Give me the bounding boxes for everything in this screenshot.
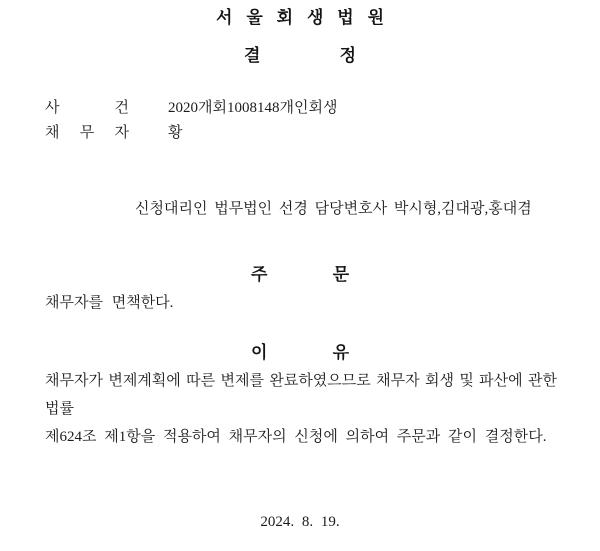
order-heading	[0, 260, 600, 285]
debtor-row	[45, 121, 580, 142]
order-text: 채무자를 면책한다.	[45, 295, 174, 311]
debtor-name: 황	[168, 125, 183, 141]
reason-line-1: 채무자가 변제계획에 따른 변제를 완료하였으므로 채무자 회생 및 파산에 관한 법률	[45, 373, 557, 417]
decision-heading	[0, 41, 600, 66]
court-title	[0, 3, 600, 28]
court-title-text: 서 울 회 생 법 원	[216, 8, 384, 27]
debtor-label: 채 무 자	[45, 125, 129, 141]
decision-heading-text: 결 정	[244, 46, 356, 65]
reason-line-2: 제624조 제1항을 적용하여 채무자의 신청에 의하여 주문과 같이 결정한다.	[45, 429, 547, 445]
reason-heading	[0, 338, 600, 363]
order-heading-text: 주 문	[251, 265, 349, 284]
attorney-line: 신청대리인 법무법인 선경 담당변호사 박시형,김대광,홍대겸	[135, 201, 532, 217]
reason-heading-text: 이 유	[251, 343, 349, 362]
case-label: 사 건	[45, 100, 129, 116]
case-value	[168, 96, 337, 117]
case-number: 2020개회1008148	[168, 100, 280, 116]
case-type: 개인회생	[279, 100, 338, 116]
decision-date: 2024. 8. 19.	[260, 514, 340, 530]
reason-paragraph	[45, 367, 557, 451]
case-row	[45, 96, 580, 117]
